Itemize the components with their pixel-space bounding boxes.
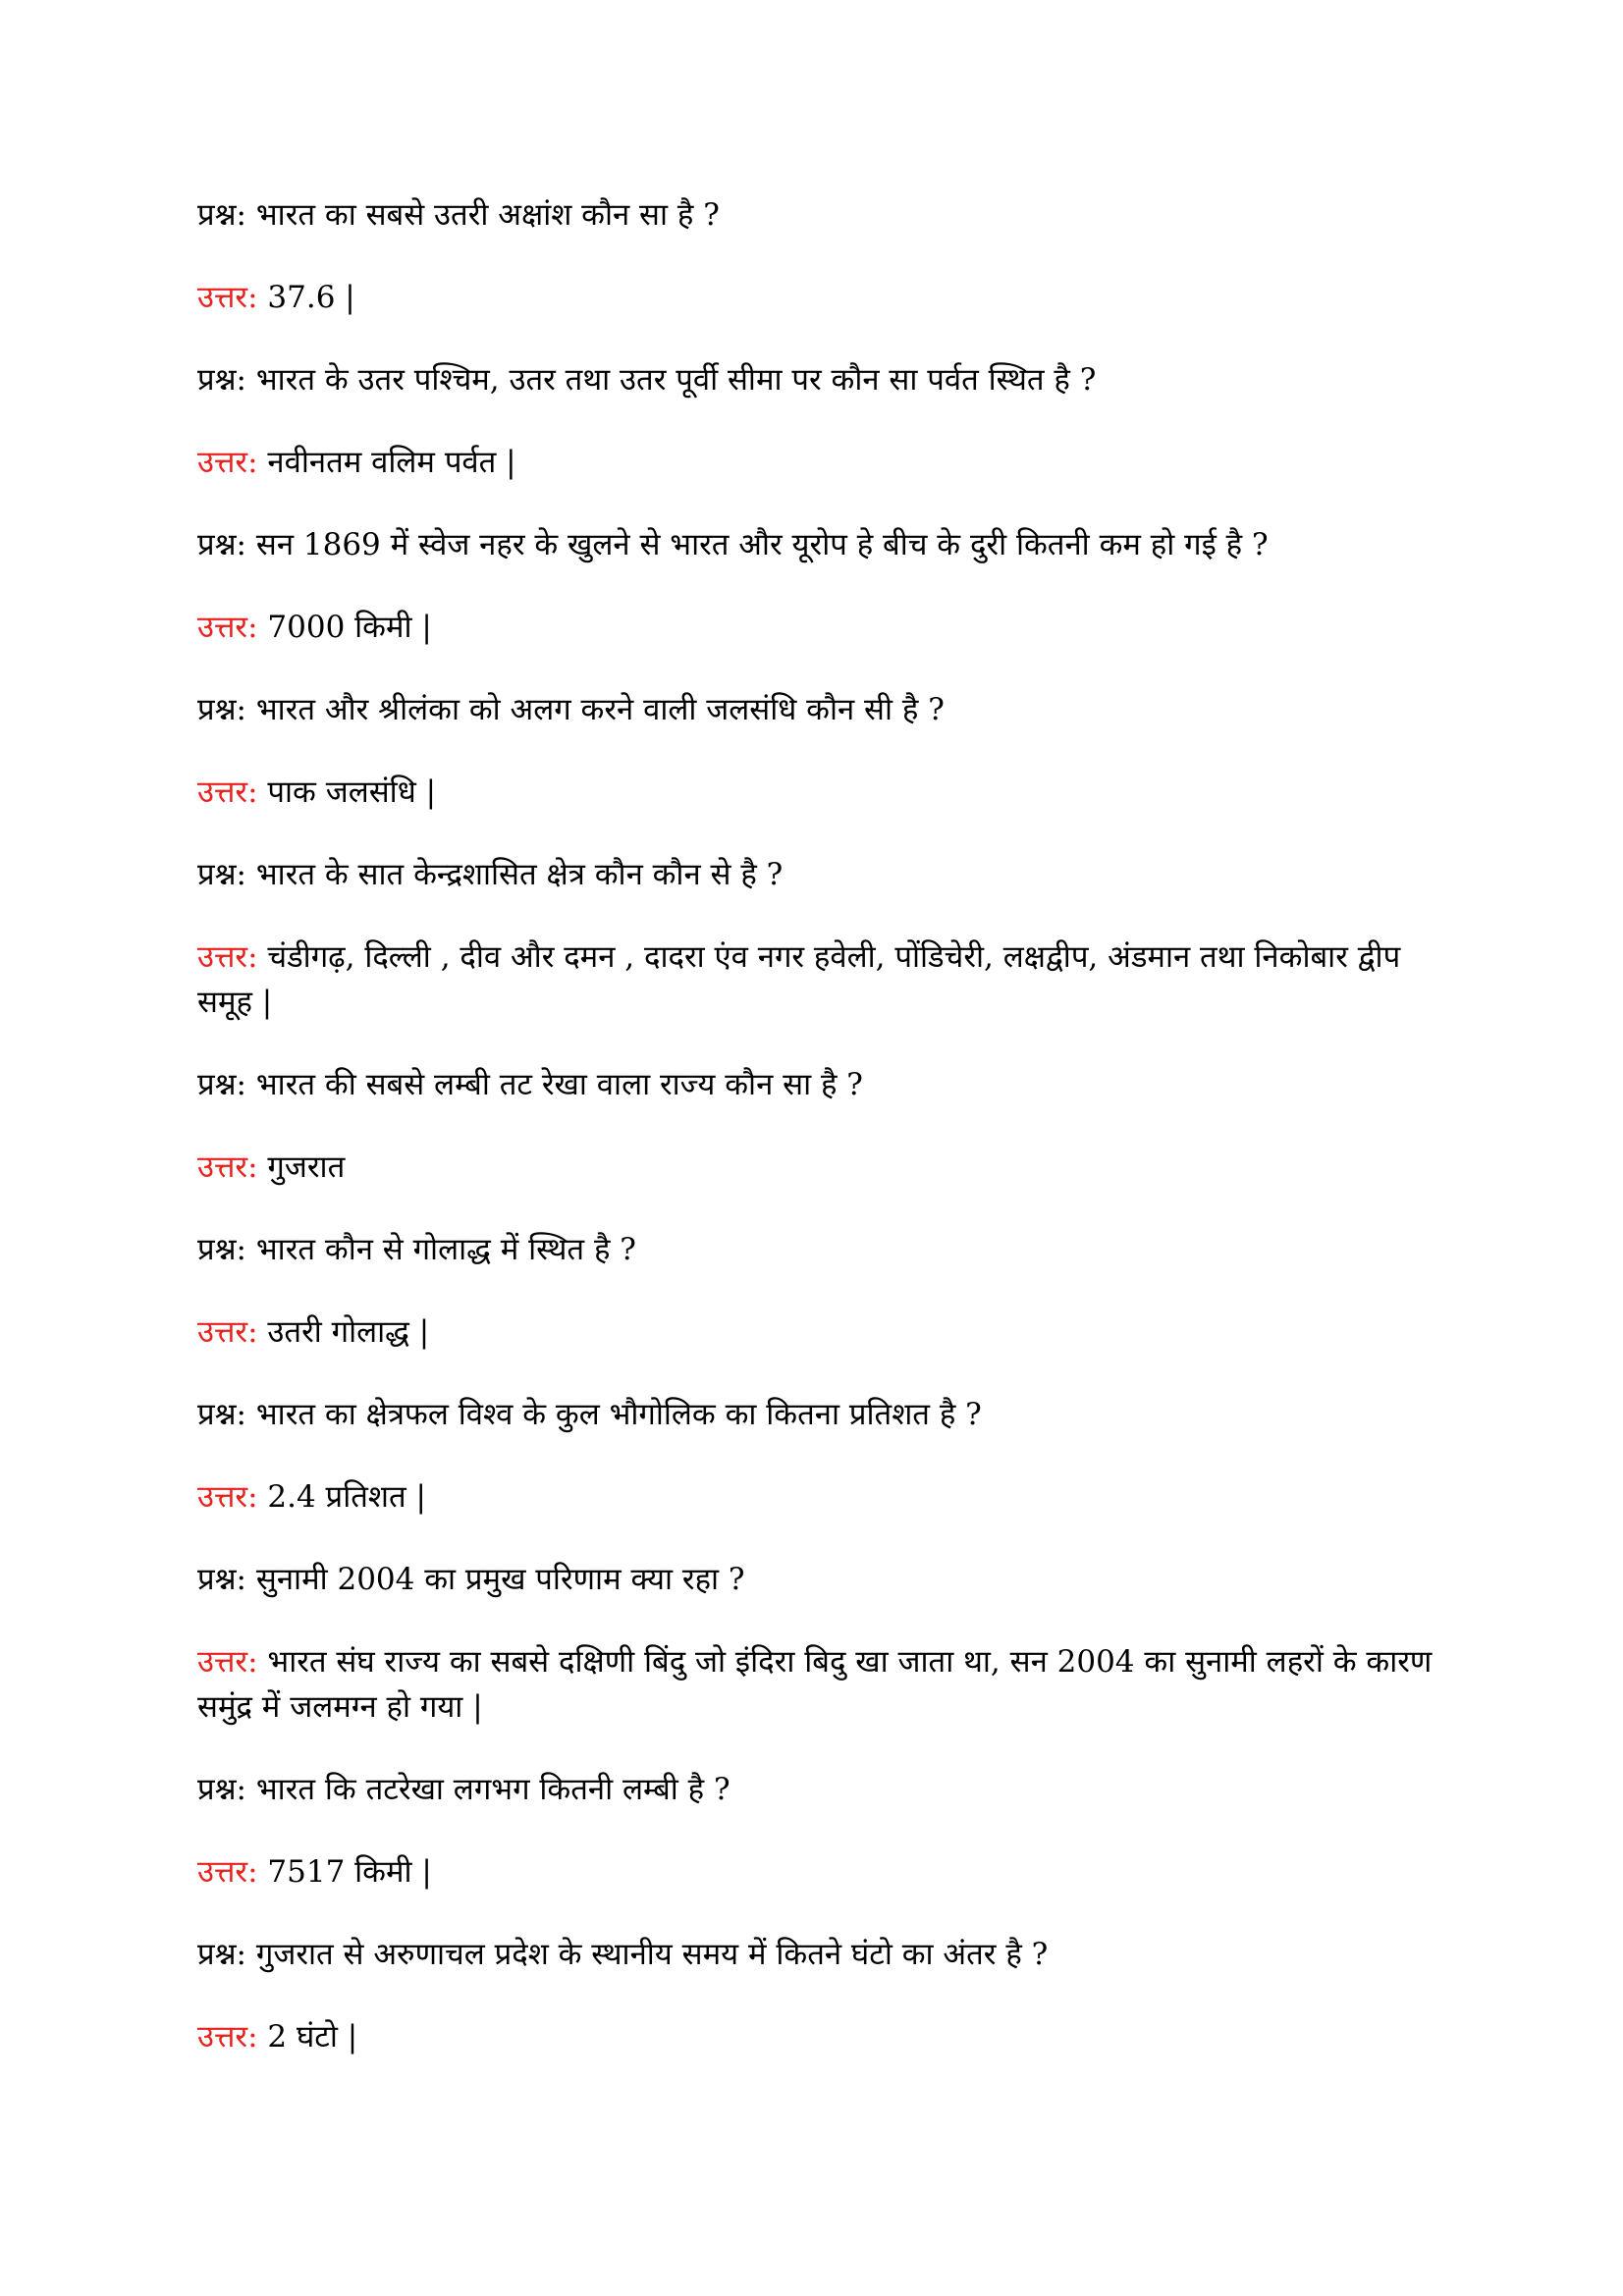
question-label: प्रश्न: [197,1772,247,1807]
question-7 [197,1227,1464,1272]
question-text: भारत के सात केन्द्रशासित क्षेत्र कौन कौन से है ? [255,857,784,892]
question-label: प्रश्न: [197,1232,247,1267]
answer-11 [197,2014,1464,2059]
answer-text: 2.4 प्रतिशत | [267,1479,426,1515]
answer-8 [197,1474,1464,1520]
question-5 [197,852,1464,897]
answer-label: उत्तर: [197,1149,258,1185]
answer-text: 2 घंटो | [267,2019,358,2055]
question-4 [197,687,1464,732]
question-label: प्रश्न: [197,197,247,233]
question-text: सन 1869 में स्वेज नहर के खुलने से भारत और यूरोप हे बीच के दुरी कितनी कम हो गई है ? [255,527,1269,562]
question-label: प्रश्न: [197,1397,247,1432]
question-6 [197,1062,1464,1107]
question-text: भारत कि तटरेखा लगभग कितनी लम्बी है ? [255,1772,730,1807]
answer-label: उत्तर: [197,1644,258,1680]
question-10 [197,1767,1464,1812]
answer-1 [197,275,1464,320]
question-label: प्रश्न: [197,1937,247,1972]
question-text: भारत की सबसे लम्बी तट रेखा वाला राज्य कौन सा है ? [255,1067,863,1102]
question-text: भारत कौन से गोलाद्ध में स्थित है ? [255,1232,636,1267]
question-label: प्रश्न: [197,362,247,398]
question-label: प्रश्न: [197,527,247,562]
question-8 [197,1392,1464,1437]
question-text: भारत का सबसे उतरी अक्षांश कौन सा है ? [255,197,720,233]
answer-text: 7000 किमी | [267,610,432,645]
answer-label: उत्तर: [197,610,258,645]
question-label: प्रश्न: [197,1067,247,1102]
question-text: गुजरात से अरुणाचल प्रदेश के स्थानीय समय में कितने घंटो का अंतर है ? [255,1937,1049,1972]
question-text: भारत का क्षेत्रफल विश्व के कुल भौगोलिक का कितना प्रतिशत है ? [255,1397,982,1432]
answer-text: भारत संघ राज्य का सबसे दक्षिणी बिंदु जो इंदिरा बिदु खा जाता था, सन 2004 का सुनामी लहरों के कारण समुंद्र में जलमग्न हो गया | [197,1644,1433,1725]
answer-label: उत्तर: [197,1479,258,1515]
answer-4 [197,770,1464,815]
question-9 [197,1557,1464,1602]
answer-text: चंडीगढ़, दिल्ली , दीव और दमन , दादरा एंव नगर हवेली, पोंडिचेरी, लक्षद्वीप, अंडमान तथा निकोबार द्वीप समूह | [197,939,1401,1020]
answer-label: उत्तर: [197,1314,258,1350]
answer-6 [197,1145,1464,1190]
answer-2 [197,440,1464,485]
document-page [197,192,1464,2097]
answer-label: उत्तर: [197,2019,258,2055]
answer-label: उत्तर: [197,939,258,975]
question-label: प्रश्न: [197,692,247,727]
answer-7 [197,1309,1464,1355]
answer-text: 7517 किमी | [267,1854,432,1890]
question-label: प्रश्न: [197,857,247,892]
answer-9 [197,1639,1464,1730]
question-text: भारत और श्रीलंका को अलग करने वाली जलसंधि कौन सी है ? [255,692,945,727]
question-text: सुनामी 2004 का प्रमुख परिणाम क्या रहा ? [255,1562,745,1597]
answer-label: उत्तर: [197,445,258,480]
answer-5 [197,934,1464,1025]
question-3 [197,522,1464,567]
answer-label: उत्तर: [197,774,258,810]
answer-3 [197,605,1464,650]
question-2 [197,357,1464,402]
question-1 [197,192,1464,238]
answer-text: गुजरात [267,1149,346,1185]
answer-text: उतरी गोलाद्ध | [267,1314,430,1350]
question-text: भारत के उतर पश्चिम, उतर तथा उतर पूर्वी सीमा पर कौन सा पर्वत स्थित है ? [255,362,1097,398]
question-11 [197,1932,1464,1977]
answer-label: उत्तर: [197,1854,258,1890]
answer-text: पाक जलसंधि | [267,774,437,810]
answer-text: नवीनतम वलिम पर्वत | [267,445,516,480]
answer-text: 37.6 | [267,280,355,315]
answer-10 [197,1849,1464,1895]
answer-label: उत्तर: [197,280,258,315]
question-label: प्रश्न: [197,1562,247,1597]
